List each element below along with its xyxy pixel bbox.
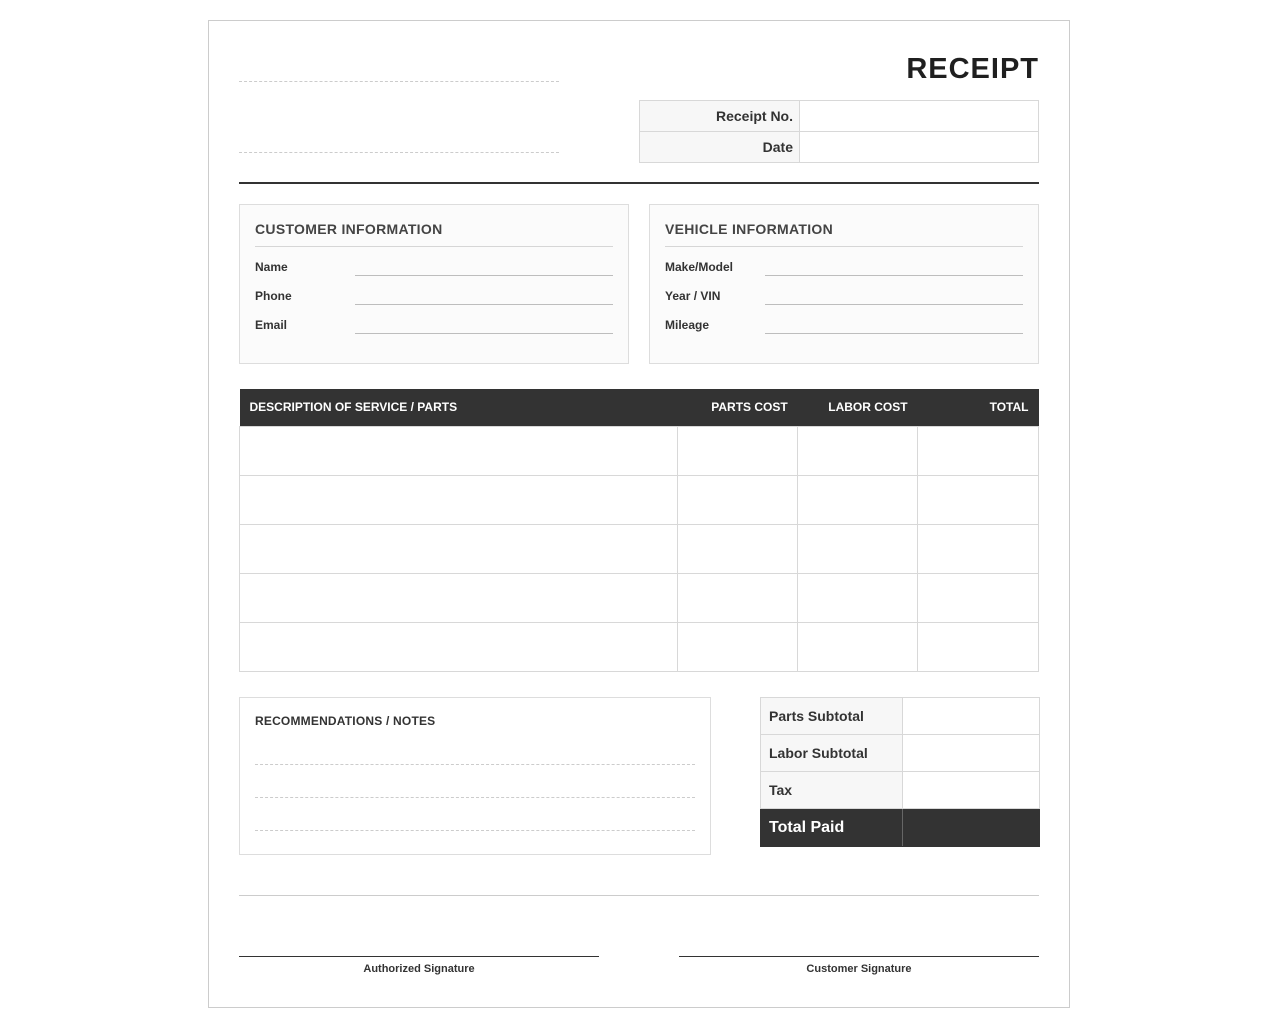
notes-box (239, 697, 711, 855)
customer-email-label: Email (255, 318, 288, 332)
total-paid-row (761, 809, 1040, 847)
signature-divider (239, 895, 1039, 896)
customer-info-heading: CUSTOMER INFORMATION (255, 221, 613, 247)
customer-info-box (239, 204, 629, 364)
description-cell[interactable] (240, 573, 678, 622)
receipt-title: RECEIPT (906, 53, 1039, 85)
vehicle-info-box (649, 204, 1039, 364)
table-row (240, 426, 1039, 475)
table-row (240, 573, 1039, 622)
customer-phone-row (255, 276, 613, 305)
vehicle-mileage-field[interactable] (765, 305, 1023, 334)
parts-cost-cell[interactable] (678, 622, 798, 671)
vehicle-make-field[interactable] (765, 247, 1023, 276)
authorized-signature-line[interactable] (239, 956, 599, 975)
vehicle-make-label: Make/Model (665, 260, 734, 274)
customer-signature-line[interactable] (679, 956, 1039, 975)
services-header-row (240, 389, 1039, 426)
total-cell[interactable] (918, 573, 1039, 622)
description-cell[interactable] (240, 426, 678, 475)
customer-signature-label: Customer Signature (806, 963, 912, 975)
table-row (240, 475, 1039, 524)
parts-cost-cell[interactable] (678, 524, 798, 573)
parts-cost-cell[interactable] (678, 475, 798, 524)
vehicle-mileage-row (665, 305, 1023, 334)
meta-row-receipt-no (640, 101, 1039, 132)
labor-cost-cell[interactable] (798, 426, 918, 475)
notes-heading: RECOMMENDATIONS / NOTES (255, 714, 436, 728)
parts-subtotal-label: Parts Subtotal (761, 698, 903, 735)
receipt-no-field[interactable] (800, 101, 1039, 132)
vehicle-year-field[interactable] (765, 276, 1023, 305)
notes-line[interactable] (255, 764, 695, 765)
col-labor-cost: LABOR COST (798, 389, 918, 426)
customer-email-row (255, 305, 613, 334)
total-cell[interactable] (918, 475, 1039, 524)
vehicle-info-heading: VEHICLE INFORMATION (665, 221, 1023, 247)
tax-row (761, 772, 1040, 809)
receipt-no-label: Receipt No. (640, 101, 800, 132)
customer-name-field[interactable] (355, 247, 613, 276)
meta-row-date (640, 132, 1039, 163)
date-field[interactable] (800, 132, 1039, 163)
parts-subtotal-row (761, 698, 1040, 735)
totals-table (760, 697, 1040, 847)
tax-label: Tax (761, 772, 903, 809)
table-row (240, 524, 1039, 573)
parts-cost-cell[interactable] (678, 426, 798, 475)
customer-phone-field[interactable] (355, 276, 613, 305)
table-row (240, 622, 1039, 671)
business-address-line[interactable] (239, 152, 559, 153)
notes-line[interactable] (255, 830, 695, 831)
customer-name-label: Name (255, 260, 288, 274)
customer-email-field[interactable] (355, 305, 613, 334)
vehicle-year-row (665, 276, 1023, 305)
customer-name-row (255, 247, 613, 276)
description-cell[interactable] (240, 524, 678, 573)
labor-cost-cell[interactable] (798, 573, 918, 622)
vehicle-year-label: Year / VIN (665, 289, 721, 303)
description-cell[interactable] (240, 475, 678, 524)
authorized-signature-label: Authorized Signature (363, 963, 475, 975)
date-label: Date (640, 132, 800, 163)
col-parts-cost: PARTS COST (678, 389, 798, 426)
vehicle-make-row (665, 247, 1023, 276)
tax-field[interactable] (903, 772, 1040, 809)
receipt-page (208, 20, 1070, 1008)
parts-cost-cell[interactable] (678, 573, 798, 622)
labor-subtotal-row (761, 735, 1040, 772)
col-total: TOTAL (918, 389, 1039, 426)
description-cell[interactable] (240, 622, 678, 671)
header-divider (239, 182, 1039, 184)
notes-line[interactable] (255, 797, 695, 798)
parts-subtotal-field[interactable] (903, 698, 1040, 735)
labor-cost-cell[interactable] (798, 524, 918, 573)
total-paid-label: Total Paid (761, 809, 903, 847)
total-paid-field[interactable] (903, 809, 1040, 847)
business-name-line[interactable] (239, 81, 559, 82)
total-cell[interactable] (918, 426, 1039, 475)
customer-phone-label: Phone (255, 289, 292, 303)
labor-subtotal-label: Labor Subtotal (761, 735, 903, 772)
labor-subtotal-field[interactable] (903, 735, 1040, 772)
labor-cost-cell[interactable] (798, 622, 918, 671)
total-cell[interactable] (918, 524, 1039, 573)
receipt-meta-table (639, 100, 1039, 163)
col-description: DESCRIPTION OF SERVICE / PARTS (240, 389, 678, 426)
labor-cost-cell[interactable] (798, 475, 918, 524)
services-table (239, 389, 1039, 672)
vehicle-mileage-label: Mileage (665, 318, 710, 332)
total-cell[interactable] (918, 622, 1039, 671)
